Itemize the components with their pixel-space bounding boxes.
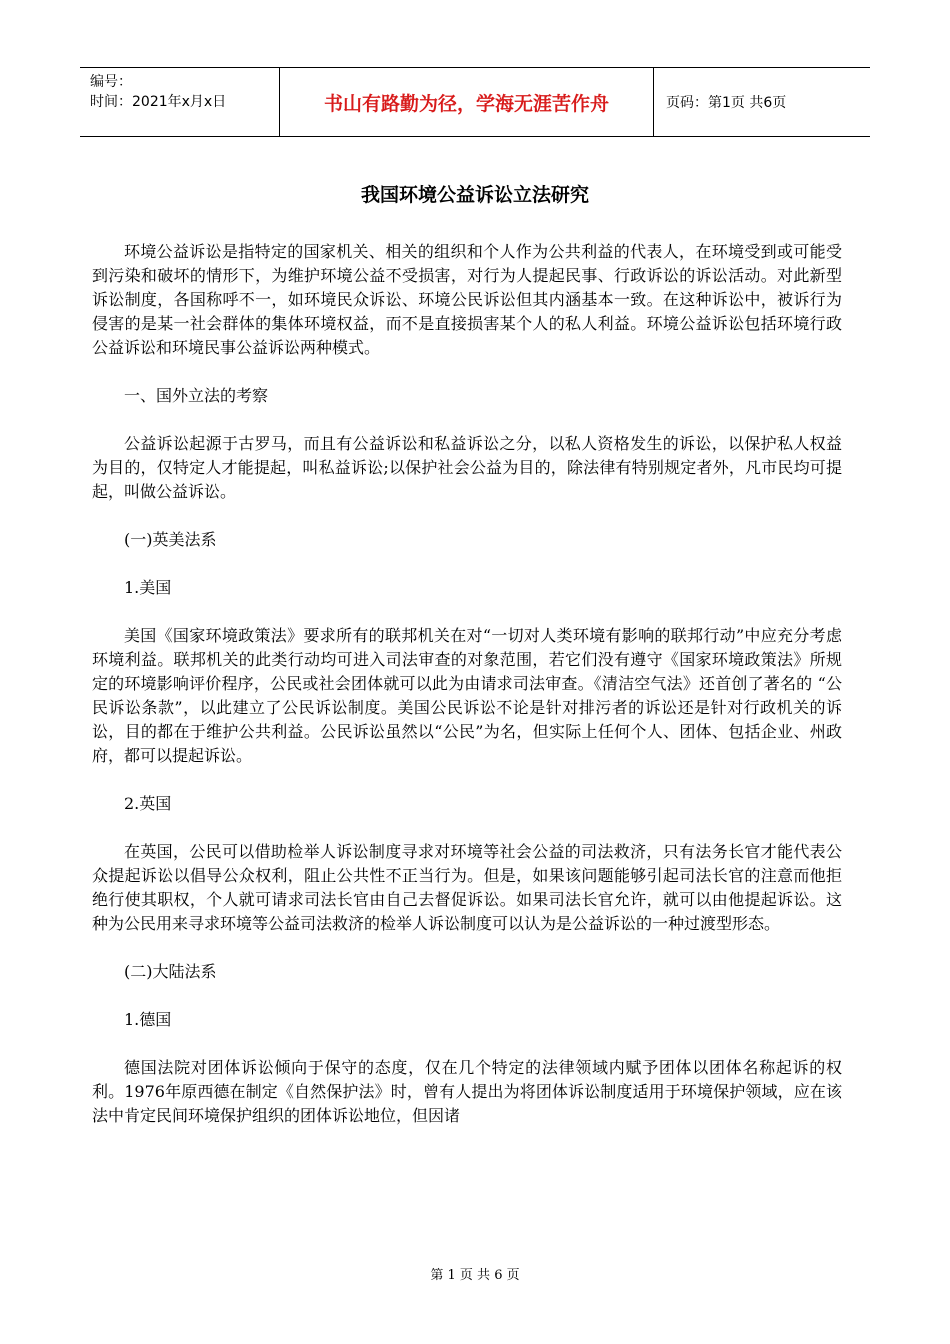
document-body [92,240,842,1128]
heading-uk: 2.英国 [124,794,172,813]
heading-germany: 1.德国 [124,1010,172,1029]
document-title: 我国环境公益诉讼立法研究 [360,184,589,206]
heading-section-1: 一、国外立法的考察 [124,386,269,405]
document-date-label: 时间：2021年x月x日 [90,94,227,110]
document-number-label: 编号： [90,74,132,90]
header-motto: 书山有路勤为径，学海无涯苦作舟 [280,68,654,136]
document-header-table [80,67,870,137]
paragraph-germany: 德国法院对团体诉讼倾向于保守的态度，仅在几个特定的法律领域内赋予团体以团体名称起诉的权利。1976年原西德在制定《自然保护法》时，曾有人提出为将团体诉讼制度适用于环境保护领域，应在该法中肯定民间环境保护组织的团体诉讼地位，但因诸 [92,1058,842,1125]
paragraph-intro: 环境公益诉讼是指特定的国家机关、相关的组织和个人作为公共利益的代表人，在环境受到或可能受到污染和破坏的情形下，为维护环境公益不受损害，对行为人提起民事、行政诉讼的诉讼活动。对此新型诉讼制度，各国称呼不一，如环境民众诉讼、环境公民诉讼但其内涵基本一致。在这种诉讼中，被诉行为侵害的是某一社会群体的集体环境权益，而不是直接损害某个人的私人利益。环境公益诉讼包括环境行政公益诉讼和环境民事公益诉讼两种模式。 [92,242,842,357]
paragraph-uk: 在英国，公民可以借助检举人诉讼制度寻求对环境等社会公益的司法救济，只有法务长官才能代表公众提起诉讼以倡导公众权利，阻止公共性不正当行为。但是，如果该问题能够引起司法长官的注意而他拒绝行使其职权，个人就可请求司法长官由自己去督促诉讼。如果司法长官允许，就可以由他提起诉讼。这种为公民用来寻求环境等公益司法救济的检举人诉讼制度可以认为是公益诉讼的一种过渡型形态。 [92,842,842,933]
header-meta-cell [80,68,280,136]
paragraph-usa: 美国《国家环境政策法》要求所有的联邦机关在对“一切对人类环境有影响的联邦行动”中应充分考虑环境利益。联邦机关的此类行动均可进入司法审查的对象范围，若它们没有遵守《国家环境政策法》所规定的环境影响评价程序，公民或社会团体就可以此为由请求司法审查。《清洁空气法》还首创了著名的 “公民诉讼条款”，以此建立了公民诉讼制度。美国公民诉讼不论是针对排污者的诉讼还是针对行政机关的诉讼，目的都在于维护公共利益。公民诉讼虽然以“公民”为名，但实际上任何个人、团体、包括企业、州政府，都可以提起诉讼。 [92,626,842,765]
heading-civil-law: (二)大陆法系 [124,962,217,981]
page-footer: 第 1 页 共 6 页 [430,1268,520,1283]
header-page-info: 页码：第1页 共6页 [666,95,787,111]
heading-usa: 1.美国 [124,578,172,597]
heading-common-law: (一)英美法系 [124,530,217,549]
paragraph-origin: 公益诉讼起源于古罗马，而且有公益诉讼和私益诉讼之分，以私人资格发生的诉讼，以保护私人权益为目的，仅特定人才能提起，叫私益诉讼;以保护社会公益为目的，除法律有特别规定者外，凡市民均可提起，叫做公益诉讼。 [92,434,842,501]
